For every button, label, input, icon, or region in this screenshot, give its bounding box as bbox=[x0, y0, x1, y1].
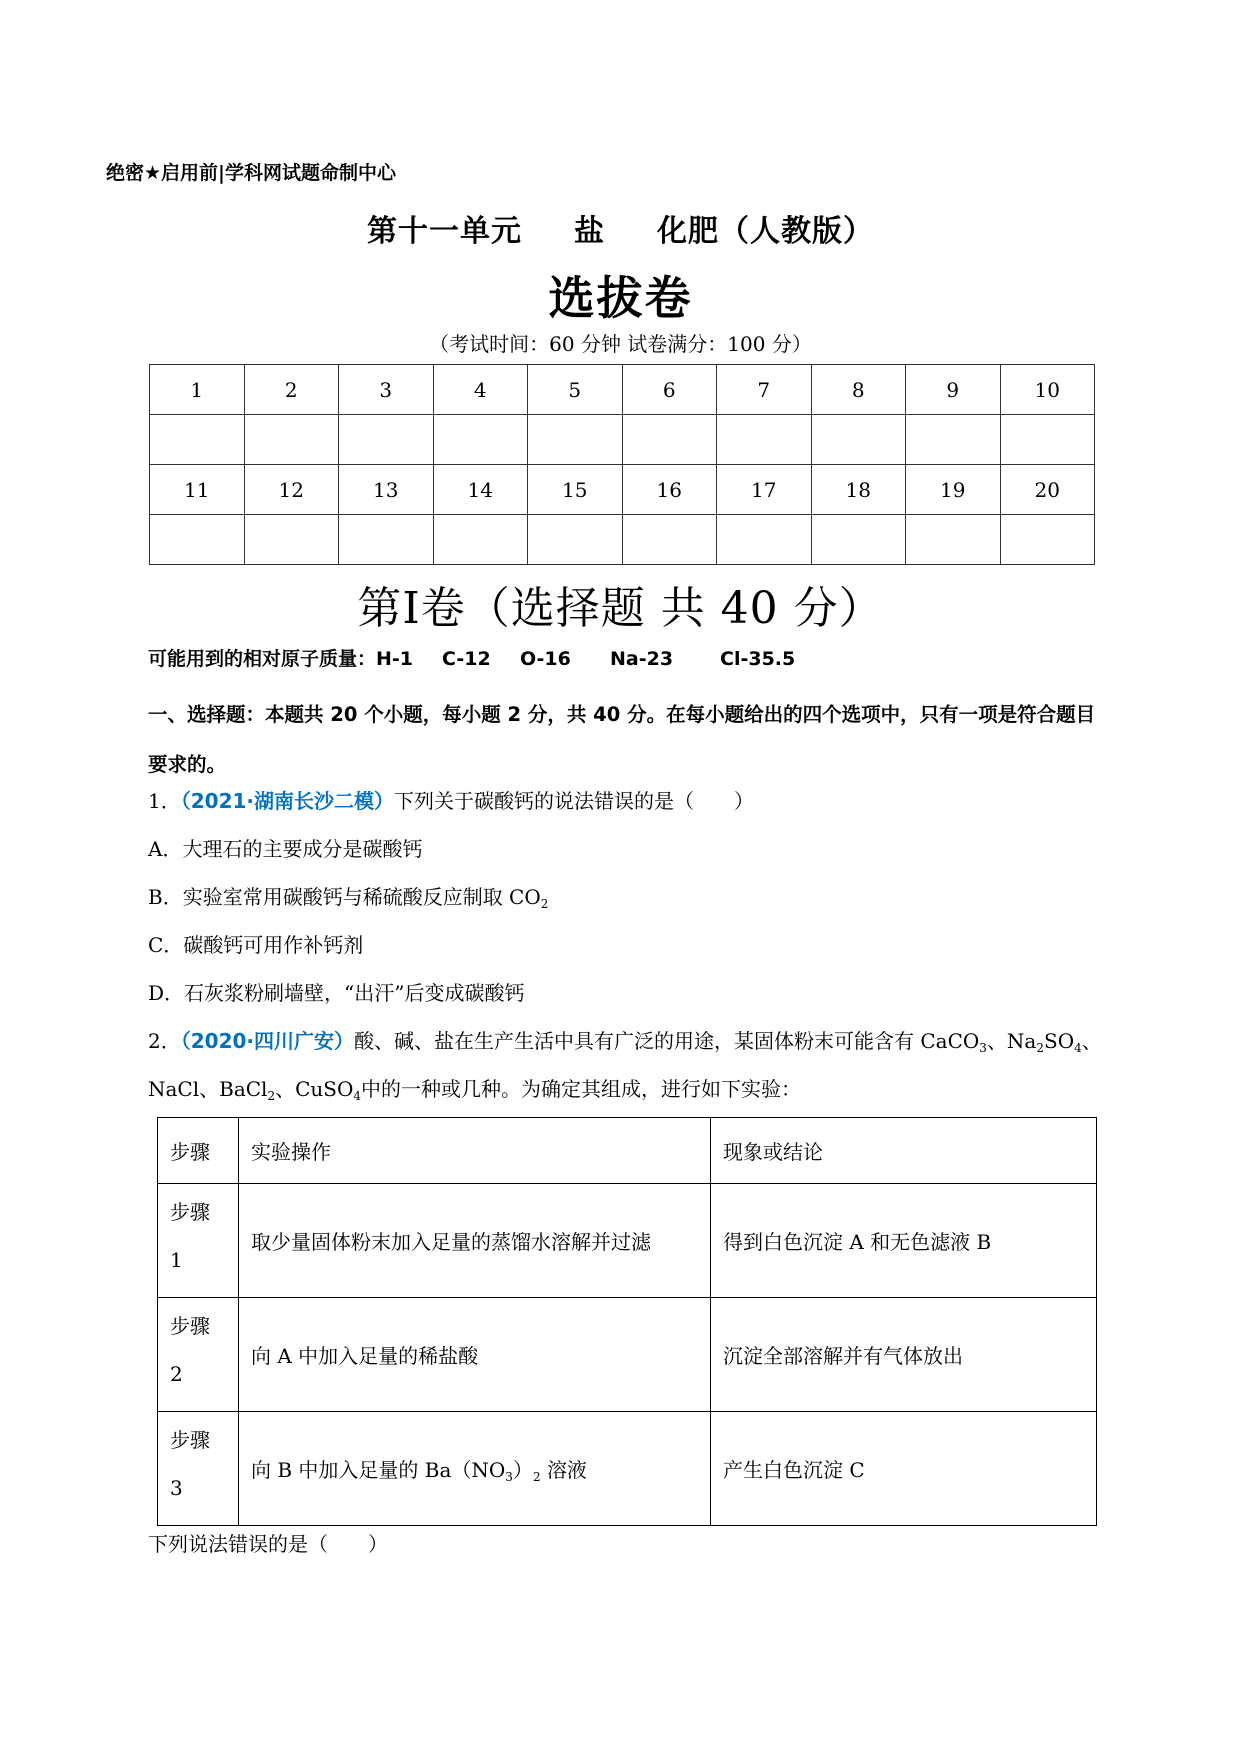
answer-number-cell: 6 bbox=[622, 365, 717, 415]
answer-blank-cell[interactable] bbox=[339, 415, 434, 465]
answer-grid bbox=[149, 364, 1095, 565]
unit-title-part-3: 化肥（人教版） bbox=[657, 214, 874, 249]
part-title: 第I卷（选择题 共 40 分） bbox=[357, 583, 884, 634]
question-1-option-c[interactable]: C．碳酸钙可用作补钙剂 bbox=[148, 933, 364, 957]
answer-number-cell: 8 bbox=[811, 365, 906, 415]
answer-grid-blank-row bbox=[150, 515, 1095, 565]
question-1-source: （2021·湖南长沙二模） bbox=[180, 789, 394, 813]
step-cell: 步骤 3 bbox=[158, 1412, 239, 1526]
question-1-stem bbox=[148, 785, 754, 814]
question-1-option-b[interactable] bbox=[148, 881, 548, 910]
secret-line: 绝密★启用前|学科网试题命制中心 bbox=[106, 162, 396, 184]
main-title: 选拔卷 bbox=[548, 271, 693, 325]
answer-blank-cell[interactable] bbox=[717, 515, 812, 565]
answer-blank-cell[interactable] bbox=[339, 515, 434, 565]
answer-number-cell: 9 bbox=[906, 365, 1001, 415]
answer-number-cell: 15 bbox=[528, 465, 623, 515]
answer-blank-cell[interactable] bbox=[244, 415, 339, 465]
answer-number-cell: 2 bbox=[244, 365, 339, 415]
unit-title-part-2: 盐 bbox=[574, 214, 605, 249]
answer-number-cell: 19 bbox=[906, 465, 1001, 515]
answer-blank-cell[interactable] bbox=[906, 515, 1001, 565]
answer-blank-cell[interactable] bbox=[244, 515, 339, 565]
unit-title bbox=[0, 206, 1241, 250]
answer-blank-cell[interactable] bbox=[150, 415, 245, 465]
answer-grid-number-row bbox=[150, 365, 1095, 415]
header-result: 现象或结论 bbox=[711, 1118, 1097, 1184]
answer-blank-cell[interactable] bbox=[433, 415, 528, 465]
answer-blank-cell[interactable] bbox=[528, 515, 623, 565]
question-1-option-a[interactable]: A．大理石的主要成分是碳酸钙 bbox=[148, 837, 423, 861]
question-2-text: 酸、碱、盐在生产生活中具有广泛的用途，某固体粉末可能含有 CaCO bbox=[354, 1029, 980, 1053]
question-1-option-b-subscript: 2 bbox=[540, 897, 549, 911]
question-1-option-d[interactable]: D．石灰浆粉刷墙壁，“出汗”后变成碳酸钙 bbox=[148, 981, 525, 1005]
answer-number-cell: 11 bbox=[150, 465, 245, 515]
answer-number-cell: 20 bbox=[1000, 465, 1095, 515]
step-cell: 步骤 1 bbox=[158, 1184, 239, 1298]
answer-blank-cell[interactable] bbox=[1000, 515, 1095, 565]
experiment-row-1 bbox=[158, 1184, 1097, 1298]
answer-blank-cell[interactable] bbox=[811, 415, 906, 465]
question-2-text-rest: 中的一种或几种。为确定其组成，进行如下实验： bbox=[361, 1077, 802, 1101]
exam-info: （考试时间：60 分钟 试卷满分：100 分） bbox=[429, 332, 812, 356]
answer-blank-cell[interactable] bbox=[528, 415, 623, 465]
atomic-mass-cl: Cl-35.5 bbox=[720, 648, 796, 670]
result-cell: 得到白色沉淀 A 和无色滤液 B bbox=[711, 1184, 1097, 1298]
atomic-mass-c: C-12 bbox=[442, 648, 491, 670]
operation-cell: 取少量固体粉末加入足量的蒸馏水溶解并过滤 bbox=[239, 1184, 711, 1298]
experiment-row-2 bbox=[158, 1298, 1097, 1412]
answer-number-cell: 1 bbox=[150, 365, 245, 415]
answer-number-cell: 4 bbox=[433, 365, 528, 415]
answer-grid-number-row bbox=[150, 465, 1095, 515]
experiment-table-header bbox=[158, 1118, 1097, 1184]
atomic-masses-label: 可能用到的相对原子质量： bbox=[148, 648, 377, 670]
question-2-stem-line-2: NaCl、BaCl$_2$、CuSO$_4$中的一种或几种。为确定其组成，进行如下实验： bbox=[148, 1077, 802, 1103]
step-cell: 步骤 2 bbox=[158, 1298, 239, 1412]
question-1-text: 下列关于碳酸钙的说法错误的是（ ） bbox=[394, 789, 754, 813]
answer-number-cell: 5 bbox=[528, 365, 623, 415]
operation-cell: 向 A 中加入足量的稀盐酸 bbox=[239, 1298, 711, 1412]
answer-number-cell: 7 bbox=[717, 365, 812, 415]
answer-number-cell: 16 bbox=[622, 465, 717, 515]
question-2-source: （2020·四川广安） bbox=[180, 1029, 354, 1053]
answer-number-cell: 12 bbox=[244, 465, 339, 515]
answer-number-cell: 14 bbox=[433, 465, 528, 515]
answer-blank-cell[interactable] bbox=[811, 515, 906, 565]
header-step: 步骤 bbox=[158, 1118, 239, 1184]
question-2-tail: 下列说法错误的是（ ） bbox=[148, 1532, 388, 1556]
answer-blank-cell[interactable] bbox=[622, 515, 717, 565]
question-2-number: 2． bbox=[148, 1029, 181, 1053]
answer-number-cell: 13 bbox=[339, 465, 434, 515]
atomic-mass-na: Na-23 bbox=[610, 648, 674, 670]
answer-blank-cell[interactable] bbox=[906, 415, 1001, 465]
answer-number-cell: 18 bbox=[811, 465, 906, 515]
experiment-table bbox=[157, 1117, 1097, 1526]
question-1-option-b-text: B．实验室常用碳酸钙与稀硫酸反应制取 CO bbox=[148, 885, 541, 909]
answer-blank-cell[interactable] bbox=[717, 415, 812, 465]
answer-blank-cell[interactable] bbox=[1000, 415, 1095, 465]
atomic-mass-h: H-1 bbox=[376, 648, 414, 670]
unit-title-part-1: 第十一单元 bbox=[367, 214, 522, 249]
question-2-stem-line-1: 2．（2020·四川广安）酸、碱、盐在生产生活中具有广泛的用途，某固体粉末可能含有 CaCO$_3$、$Na_2SO_4$、 bbox=[148, 1029, 1102, 1055]
answer-blank-cell[interactable] bbox=[150, 515, 245, 565]
result-cell: 沉淀全部溶解并有气体放出 bbox=[711, 1298, 1097, 1412]
experiment-row-3 bbox=[158, 1412, 1097, 1526]
atomic-mass-o: O-16 bbox=[520, 648, 571, 670]
answer-blank-cell[interactable] bbox=[433, 515, 528, 565]
answer-number-cell: 10 bbox=[1000, 365, 1095, 415]
answer-number-cell: 17 bbox=[717, 465, 812, 515]
result-cell: 产生白色沉淀 C bbox=[711, 1412, 1097, 1526]
atomic-masses bbox=[148, 644, 795, 671]
operation-cell: 向 B 中加入足量的 $Ba(NO_3)_2$ 溶液 bbox=[239, 1412, 711, 1526]
answer-number-cell: 3 bbox=[339, 365, 434, 415]
answer-grid-blank-row bbox=[150, 415, 1095, 465]
header-operation: 实验操作 bbox=[239, 1118, 711, 1184]
answer-blank-cell[interactable] bbox=[622, 415, 717, 465]
section-instruction: 一、选择题：本题共 20 个小题，每小题 2 分，共 40 分。在每小题给出的四个选项中，只有一项是符合题目要求的。 bbox=[148, 703, 1096, 776]
question-1-number: 1． bbox=[148, 789, 181, 813]
